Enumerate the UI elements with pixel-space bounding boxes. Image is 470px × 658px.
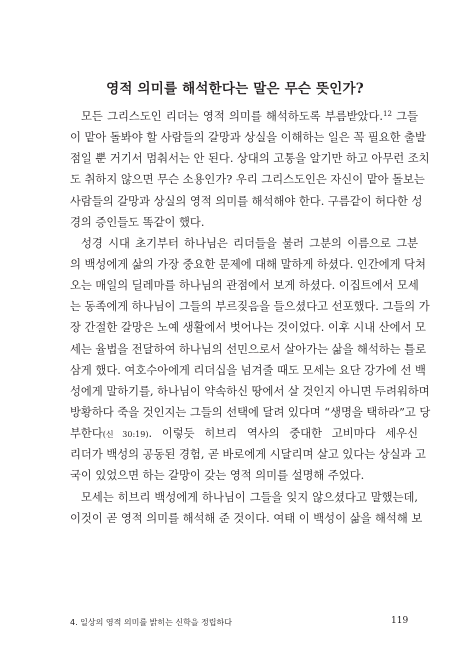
section-heading: 영적 의미를 해석한다는 말은 무슨 뜻인가? (106, 81, 364, 97)
page-number: 119 (391, 616, 409, 626)
scripture-reference: (신 30:19) (102, 430, 149, 440)
page-footer (70, 617, 410, 633)
text-segment: 부한다 (70, 427, 103, 441)
text-line: 국이 있었으면 하는 갈망이 갖는 영적 의미를 설명해 주었다. (70, 469, 365, 483)
text-line: 경의 증인들도 똑같이 했다. (70, 215, 205, 229)
text-line: 모세는 히브리 백성에게 하나님이 그들을 잊지 않으셨다고 말했는데, (81, 490, 418, 504)
text-line (70, 423, 418, 444)
text-segment: . 이렇듯 히브리 역사의 중대한 고비마다 세우신 (148, 427, 418, 441)
text-line: 이것이 곧 영적 의미를 해석해 준 것이다. 여태 이 백성이 삶을 해석해 보 (70, 511, 423, 525)
text-segment: 그들 (391, 110, 418, 123)
text-line: 도 취하지 않으면 무슨 소용인가? 우리 그리스도인은 자신이 맡아 돌보는 (70, 173, 425, 187)
paragraph-1 (70, 106, 430, 233)
text-line: 의 백성에게 삶의 가장 중요한 문제에 대해 말하게 하셨다. 인간에게 닥쳐 (70, 257, 426, 271)
text-line: 는 동족에게 하나님이 그들의 부르짖음을 들으셨다고 선포했다. 그들의 가 (70, 300, 430, 314)
text-line: 삼게 했다. 여호수아에게 리더십을 넘겨줄 때도 모세는 요단 강가에 선 백 (70, 363, 426, 377)
text-line: 리더가 백성의 공동된 경험, 곧 바로에게 시달리며 살고 있다는 상실과 고 (70, 448, 426, 462)
text-line: 세는 율법을 전달하여 하나님의 선민으로서 살아가는 삶을 해석하는 틀로 (70, 342, 427, 356)
text-line (70, 106, 418, 127)
text-line: 이 맡아 돌봐야 할 사람들의 갈망과 상실을 이해하는 일은 꼭 필요한 출발 (70, 131, 426, 145)
text-line: 방황하다 죽을 것인지는 그들의 선택에 달려 있다며 “생명을 택하라”고 당 (70, 405, 431, 419)
text-line: 점일 뿐 거기서 멈춰서는 안 된다. 상대의 고통을 알기만 하고 아무런 조치 (70, 152, 430, 166)
paragraph-2 (70, 233, 431, 487)
text-line: 장 간절한 갈망은 노예 생활에서 벗어나는 것이었다. 이후 시내 산에서 모 (70, 321, 426, 335)
text-line: 오는 매일의 딜레마를 하나님의 관점에서 보게 하셨다. 이집트에서 모세 (70, 279, 419, 293)
text-line: 성경 시대 초기부터 하나님은 리더들을 불러 그분의 이름으로 그분 (81, 236, 418, 250)
running-footer-chapter: 4. 일상의 영적 의미를 밝히는 신학을 정립하다 (70, 618, 232, 627)
footnote-marker: 12 (382, 110, 392, 118)
text-line: 사람들의 갈망과 상실의 영적 의미를 해석해야 한다. 구름같이 허다한 성 (70, 194, 423, 208)
text-segment: 모든 그리스도인 리더는 영적 의미를 해석하도록 부름받았다. (81, 110, 383, 123)
paragraph-3 (70, 487, 423, 529)
text-line: 성에게 말하기를, 하나님이 약속하신 땅에서 살 것인지 아니면 두려워하며 (70, 384, 430, 398)
body-text (70, 106, 431, 529)
